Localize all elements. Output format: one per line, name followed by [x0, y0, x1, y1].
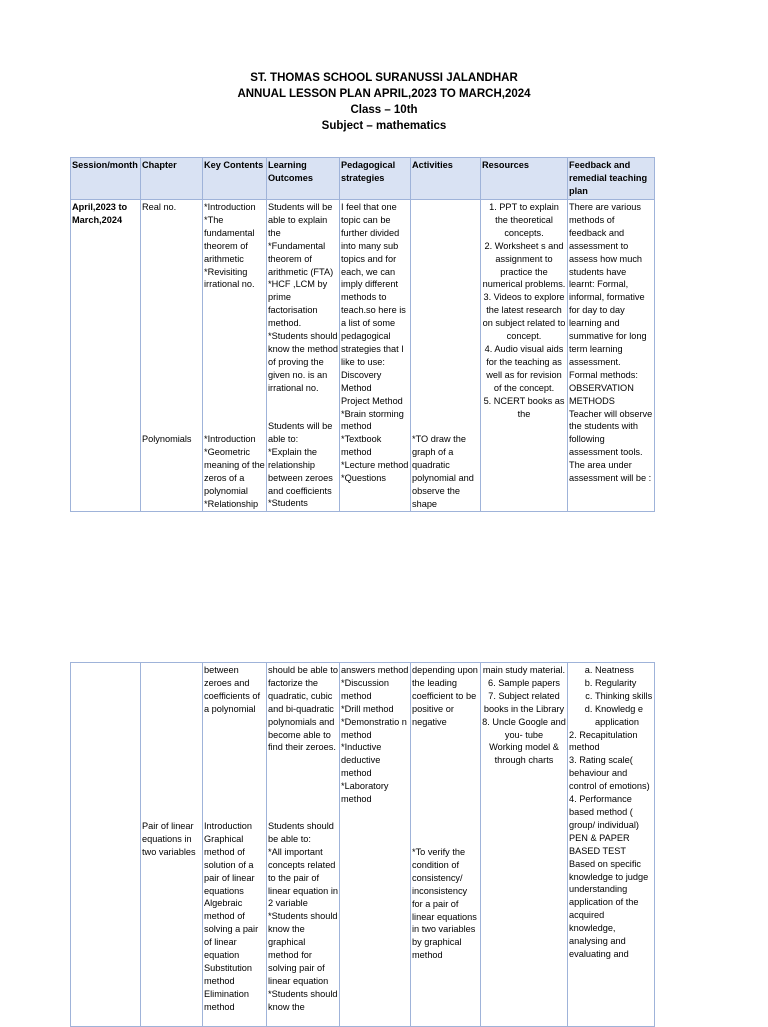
chapter-real-numbers: Real no. [142, 202, 177, 212]
pedagogical-text: I feel that one topic can be further divided into many sub topics and for each, we can imply different methods to teach.so here is a list of some pedagogical strategies that I like to use: Discovery Method Project Method *Brain storming method *Textbook method *Lecture method *Questions [341, 202, 409, 484]
feedback-methods-text: 2. Recapitulation method 3. Rating scale( behaviour and control of emotions) 4. Performance based method ( group/ individual) PEN & PAPER BASED TEST Based on specific knowledge to judge understanding application of the acquired knowledge, analysing and evaluating and [569, 729, 650, 959]
list-item: b. Regularity [595, 677, 653, 690]
plan-title: ANNUAL LESSON PLAN APRIL,2023 TO MARCH,2024 [237, 88, 531, 100]
table-row [71, 663, 655, 1027]
chapter-polynomials: Polynomials [142, 434, 192, 444]
lesson-plan-table-page2 [70, 662, 655, 1027]
feedback-cell [568, 200, 655, 512]
resources-text-cont: main study material. 6. Sample papers 7. Subject related books in the Library 8. Uncle Google and you- tube Working model & through charts [482, 665, 566, 766]
school-name: ST. THOMAS SCHOOL SURANUSSI JALANDHAR [250, 72, 518, 84]
pedagogical-text-cont: answers method *Discussion method *Drill method *Demonstratio n method *Inductive deductive method *Laboratory method [341, 665, 409, 805]
learning-outcomes-real: Students will be able to explain the *Fundamental theorem of arithmetic (FTA) *HCF ,LCM by prime factorisation method. *Students should know the method of proving the given no. is an irrational no. [268, 202, 338, 393]
col-header: Pedagogical strategies [340, 158, 411, 200]
col-header: Key Contents [203, 158, 267, 200]
key-contents-cell [203, 200, 267, 512]
session-text: April,2023 to March,2024 [72, 202, 128, 225]
feedback-cell [568, 663, 655, 1027]
activity-graph-quadratic: *TO draw the graph of a quadratic polynomial and observe the shape [412, 434, 474, 509]
table-header-row [71, 158, 655, 200]
key-contents-poly-cont: between zeroes and coefficients of a polynomial [204, 665, 261, 714]
activities-cell [411, 663, 481, 1027]
col-header: Resources [481, 158, 568, 200]
key-contents-poly: *Introduction *Geometric meaning of the zeros of a polynomial *Relationship [204, 434, 265, 509]
session-cell [71, 663, 141, 1027]
lesson-plan-table-page1 [70, 157, 655, 512]
pedagogical-cell [340, 200, 411, 512]
session-cell [71, 200, 141, 512]
list-item: c. Thinking skills [595, 690, 653, 703]
resources-cell [481, 200, 568, 512]
col-header: Chapter [141, 158, 203, 200]
activities-cell [411, 200, 481, 512]
resources-text: 1. PPT to explain the theoretical concepts. 2. Worksheet s and assignment to practice the numerical problems. 3. Videos to explore the latest research on subject related to concept. 4. Audio visual aids for the teaching as well as for revision of the concept. 5. NCERT books as the [482, 202, 566, 419]
chapter-cell [141, 200, 203, 512]
col-header: Activities [411, 158, 481, 200]
activity-verify-consistency: *To verify the condition of consistency/ inconsistency for a pair of linear equations in two variables by graphical method [412, 847, 477, 961]
subject-label: Subject – mathematics [321, 120, 447, 132]
activity-leading-coefficient: depending upon the leading coefficient to be positive or negative [412, 665, 478, 727]
table-row [71, 200, 655, 512]
chapter-cell [141, 663, 203, 1027]
chapter-linear-equations: Pair of linear equations in two variables [142, 821, 196, 857]
key-contents-real: *Introduction *The fundamental theorem of arithmetic *Revisiting irrational no. [204, 202, 256, 290]
assessment-areas-list [569, 664, 653, 729]
learning-outcomes-cell [267, 663, 340, 1027]
key-contents-linear: Introduction Graphical method of solution of a pair of linear equations Algebraic method of solving a pair of linear equation Substitution method Elimination method [204, 821, 259, 1012]
col-header: Session/month [71, 158, 141, 200]
list-item: a. Neatness [595, 664, 653, 677]
pedagogical-cell [340, 663, 411, 1027]
col-header: Feedback and remedial teaching plan [568, 158, 655, 200]
resources-cell [481, 663, 568, 1027]
class-label: Class – 10th [350, 104, 418, 116]
learning-outcomes-poly: Students will be able to: *Explain the relationship between zeroes and coefficients *Students [268, 421, 333, 509]
feedback-text: There are various methods of feedback and assessment to assess how much students have learnt: Formal, informal, formative for day to day learning and summative for long term learning assessment. Formal methods: OBSERVATION METHODS Teacher will observe the students with following assessment tools. The area under assessment will be : [569, 202, 653, 484]
key-contents-cell [203, 663, 267, 1027]
learning-outcomes-poly-cont: should be able to factorize the quadratic, cubic and bi-quadratic polynomials and become able to find their zeroes. [268, 665, 338, 753]
document-header [0, 70, 768, 134]
learning-outcomes-cell [267, 200, 340, 512]
col-header: Learning Outcomes [267, 158, 340, 200]
learning-outcomes-linear: Students should be able to: *All important concepts related to the pair of linear equation in 2 variable *Students should know the graphical method for solving pair of linear equation *Students should know the [268, 821, 338, 1012]
list-item: d. Knowledg e application [595, 703, 653, 729]
